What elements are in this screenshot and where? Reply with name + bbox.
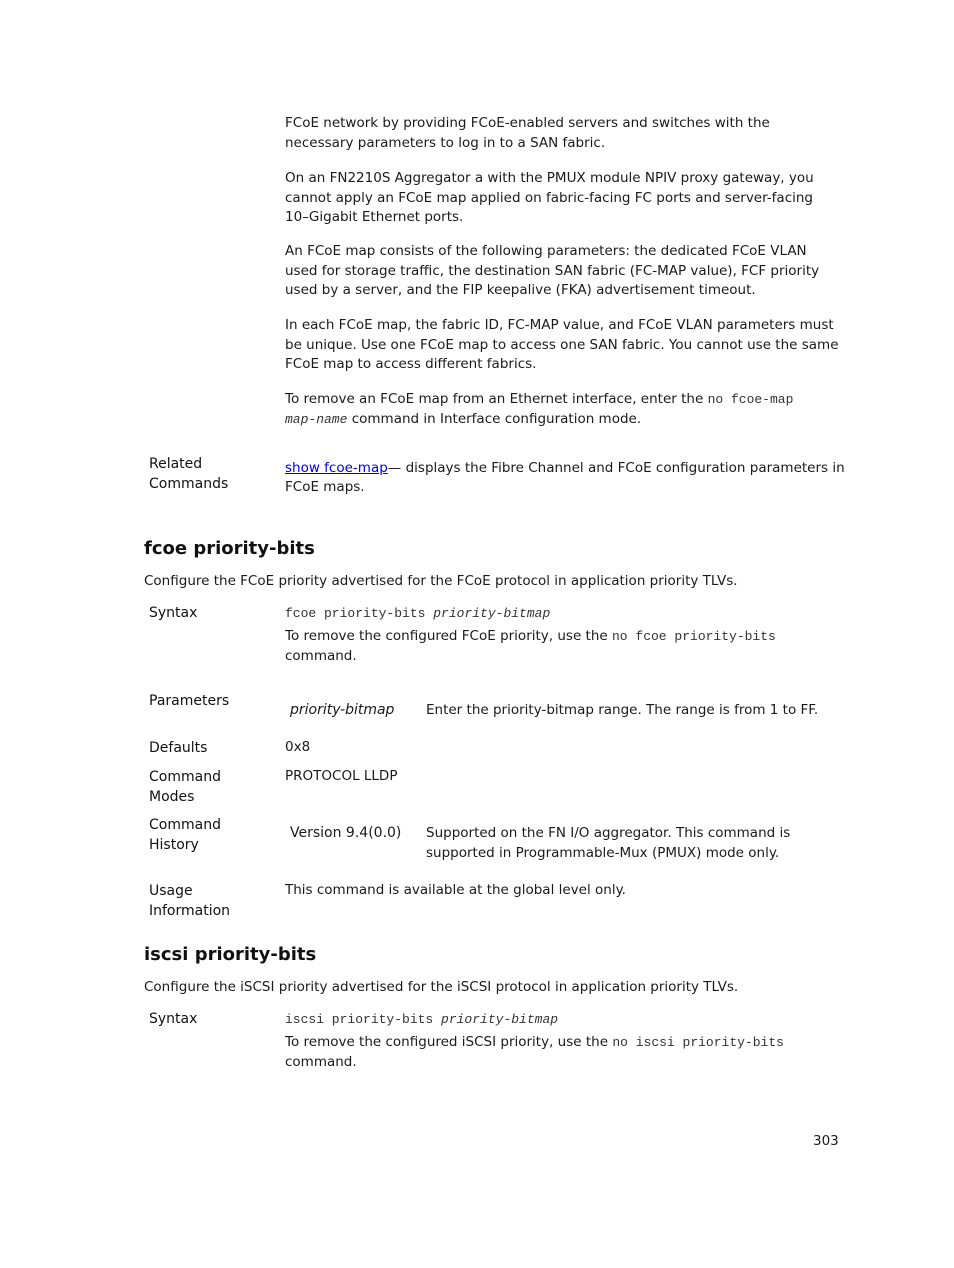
related-label-line2: Commands xyxy=(149,475,229,492)
fcoe-history-desc-line1: Supported on the FN I/O aggregator. This command is xyxy=(426,825,791,841)
iscsi-section-intro: Configure the iSCSI priority advertised for the iSCSI protocol in application priority TLVs. xyxy=(144,979,739,995)
fcoe-section-intro: Configure the FCoE priority advertised for the FCoE protocol in application priority TLVs. xyxy=(144,573,738,589)
related-label-line1: Related xyxy=(149,456,203,472)
iscsi-remove-text: To remove the configured iSCSI priority, use the xyxy=(285,1034,613,1050)
fcoe-modes-label xyxy=(149,768,221,807)
intro-paragraph-5 xyxy=(285,390,840,429)
fcoe-syntax-arg: priority-bitmap xyxy=(433,606,551,621)
iscsi-remove-line2: command. xyxy=(285,1054,357,1070)
fcoe-defaults-label: Defaults xyxy=(149,740,208,756)
fcoe-syntax-cmd: fcoe priority-bits xyxy=(285,606,434,621)
iscsi-syntax-arg: priority-bitmap xyxy=(441,1012,559,1027)
fcoe-section-title: fcoe priority-bits xyxy=(144,538,315,559)
iscsi-syntax xyxy=(285,1010,558,1030)
related-commands-label xyxy=(149,455,228,494)
fcoe-history-label-line2: History xyxy=(149,836,199,853)
iscsi-section-title: iscsi priority-bits xyxy=(144,944,317,965)
fcoe-history-label xyxy=(149,816,221,855)
fcoe-usage-value: This command is available at the global level only. xyxy=(285,882,626,898)
fcoe-usage-label-line2: Information xyxy=(149,902,231,919)
fcoe-remove-text: To remove the configured FCoE priority, use the xyxy=(285,628,612,644)
remove-map-text-end: command in Interface configuration mode. xyxy=(347,410,642,427)
related-commands-line1 xyxy=(285,459,845,479)
related-commands-line2: FCoE maps. xyxy=(285,479,365,495)
fcoe-modes-value: PROTOCOL LLDP xyxy=(285,768,398,784)
fcoe-history-label-line1: Command xyxy=(149,817,221,833)
fcoe-remove-line2: command. xyxy=(285,648,357,664)
iscsi-remove-code: no iscsi priority-bits xyxy=(612,1035,784,1050)
fcoe-history-desc-line2: supported in Programmable-Mux (PMUX) mode only. xyxy=(426,845,780,861)
fcoe-param-desc: Enter the priority-bitmap range. The range is from 1 to FF. xyxy=(426,702,819,718)
show-fcoe-map-link[interactable]: show fcoe-map xyxy=(285,460,388,476)
fcoe-syntax-label: Syntax xyxy=(149,605,198,621)
fcoe-usage-label-line1: Usage xyxy=(149,883,193,899)
intro-paragraph-4: In each FCoE map, the fabric ID, FC-MAP value, and FCoE VLAN parameters must be unique. Use one FCoE map to access one SAN fabric. You cannot use the same FCoE map to access different fabrics. xyxy=(285,317,839,372)
fcoe-modes-label-line2: Modes xyxy=(149,788,195,805)
fcoe-syntax xyxy=(285,604,550,624)
fcoe-remove-code: no fcoe priority-bits xyxy=(612,629,776,644)
related-desc: — displays the Fibre Channel and FCoE configuration parameters in xyxy=(387,460,845,476)
iscsi-remove-line1 xyxy=(285,1033,784,1053)
page-number: 303 xyxy=(813,1133,839,1149)
fcoe-usage-label xyxy=(149,882,230,921)
fcoe-params-label: Parameters xyxy=(149,693,230,709)
fcoe-modes-label-line1: Command xyxy=(149,769,221,785)
fcoe-defaults-value: 0x8 xyxy=(285,739,311,755)
intro-paragraph-2: On an FN2210S Aggregator a with the PMUX module NPIV proxy gateway, you cannot apply an FCoE map applied on fabric-facing FC ports and server-facing 10–Gigabit Ethernet ports. xyxy=(285,170,814,225)
fcoe-remove-line1 xyxy=(285,627,776,647)
remove-map-text: To remove an FCoE map from an Ethernet interface, enter the xyxy=(285,391,708,407)
iscsi-syntax-label: Syntax xyxy=(149,1011,198,1027)
remove-map-code-arg: map-name xyxy=(285,411,348,427)
intro-paragraph-3: An FCoE map consists of the following parameters: the dedicated FCoE VLAN used for storage traffic, the destination SAN fabric (FC-MAP value), FCF priority used by a server, and the FIP keepalive (FKA) advertisement timeout. xyxy=(285,243,820,298)
fcoe-param-name: priority-bitmap xyxy=(290,702,395,718)
intro-paragraph-1: FCoE network by providing FCoE-enabled servers and switches with the necessary parameters to log in to a SAN fabric. xyxy=(285,115,770,151)
fcoe-history-version: Version 9.4(0.0) xyxy=(290,825,402,841)
remove-map-code: no fcoe-map xyxy=(707,392,794,407)
iscsi-syntax-cmd: iscsi priority-bits xyxy=(285,1012,442,1027)
